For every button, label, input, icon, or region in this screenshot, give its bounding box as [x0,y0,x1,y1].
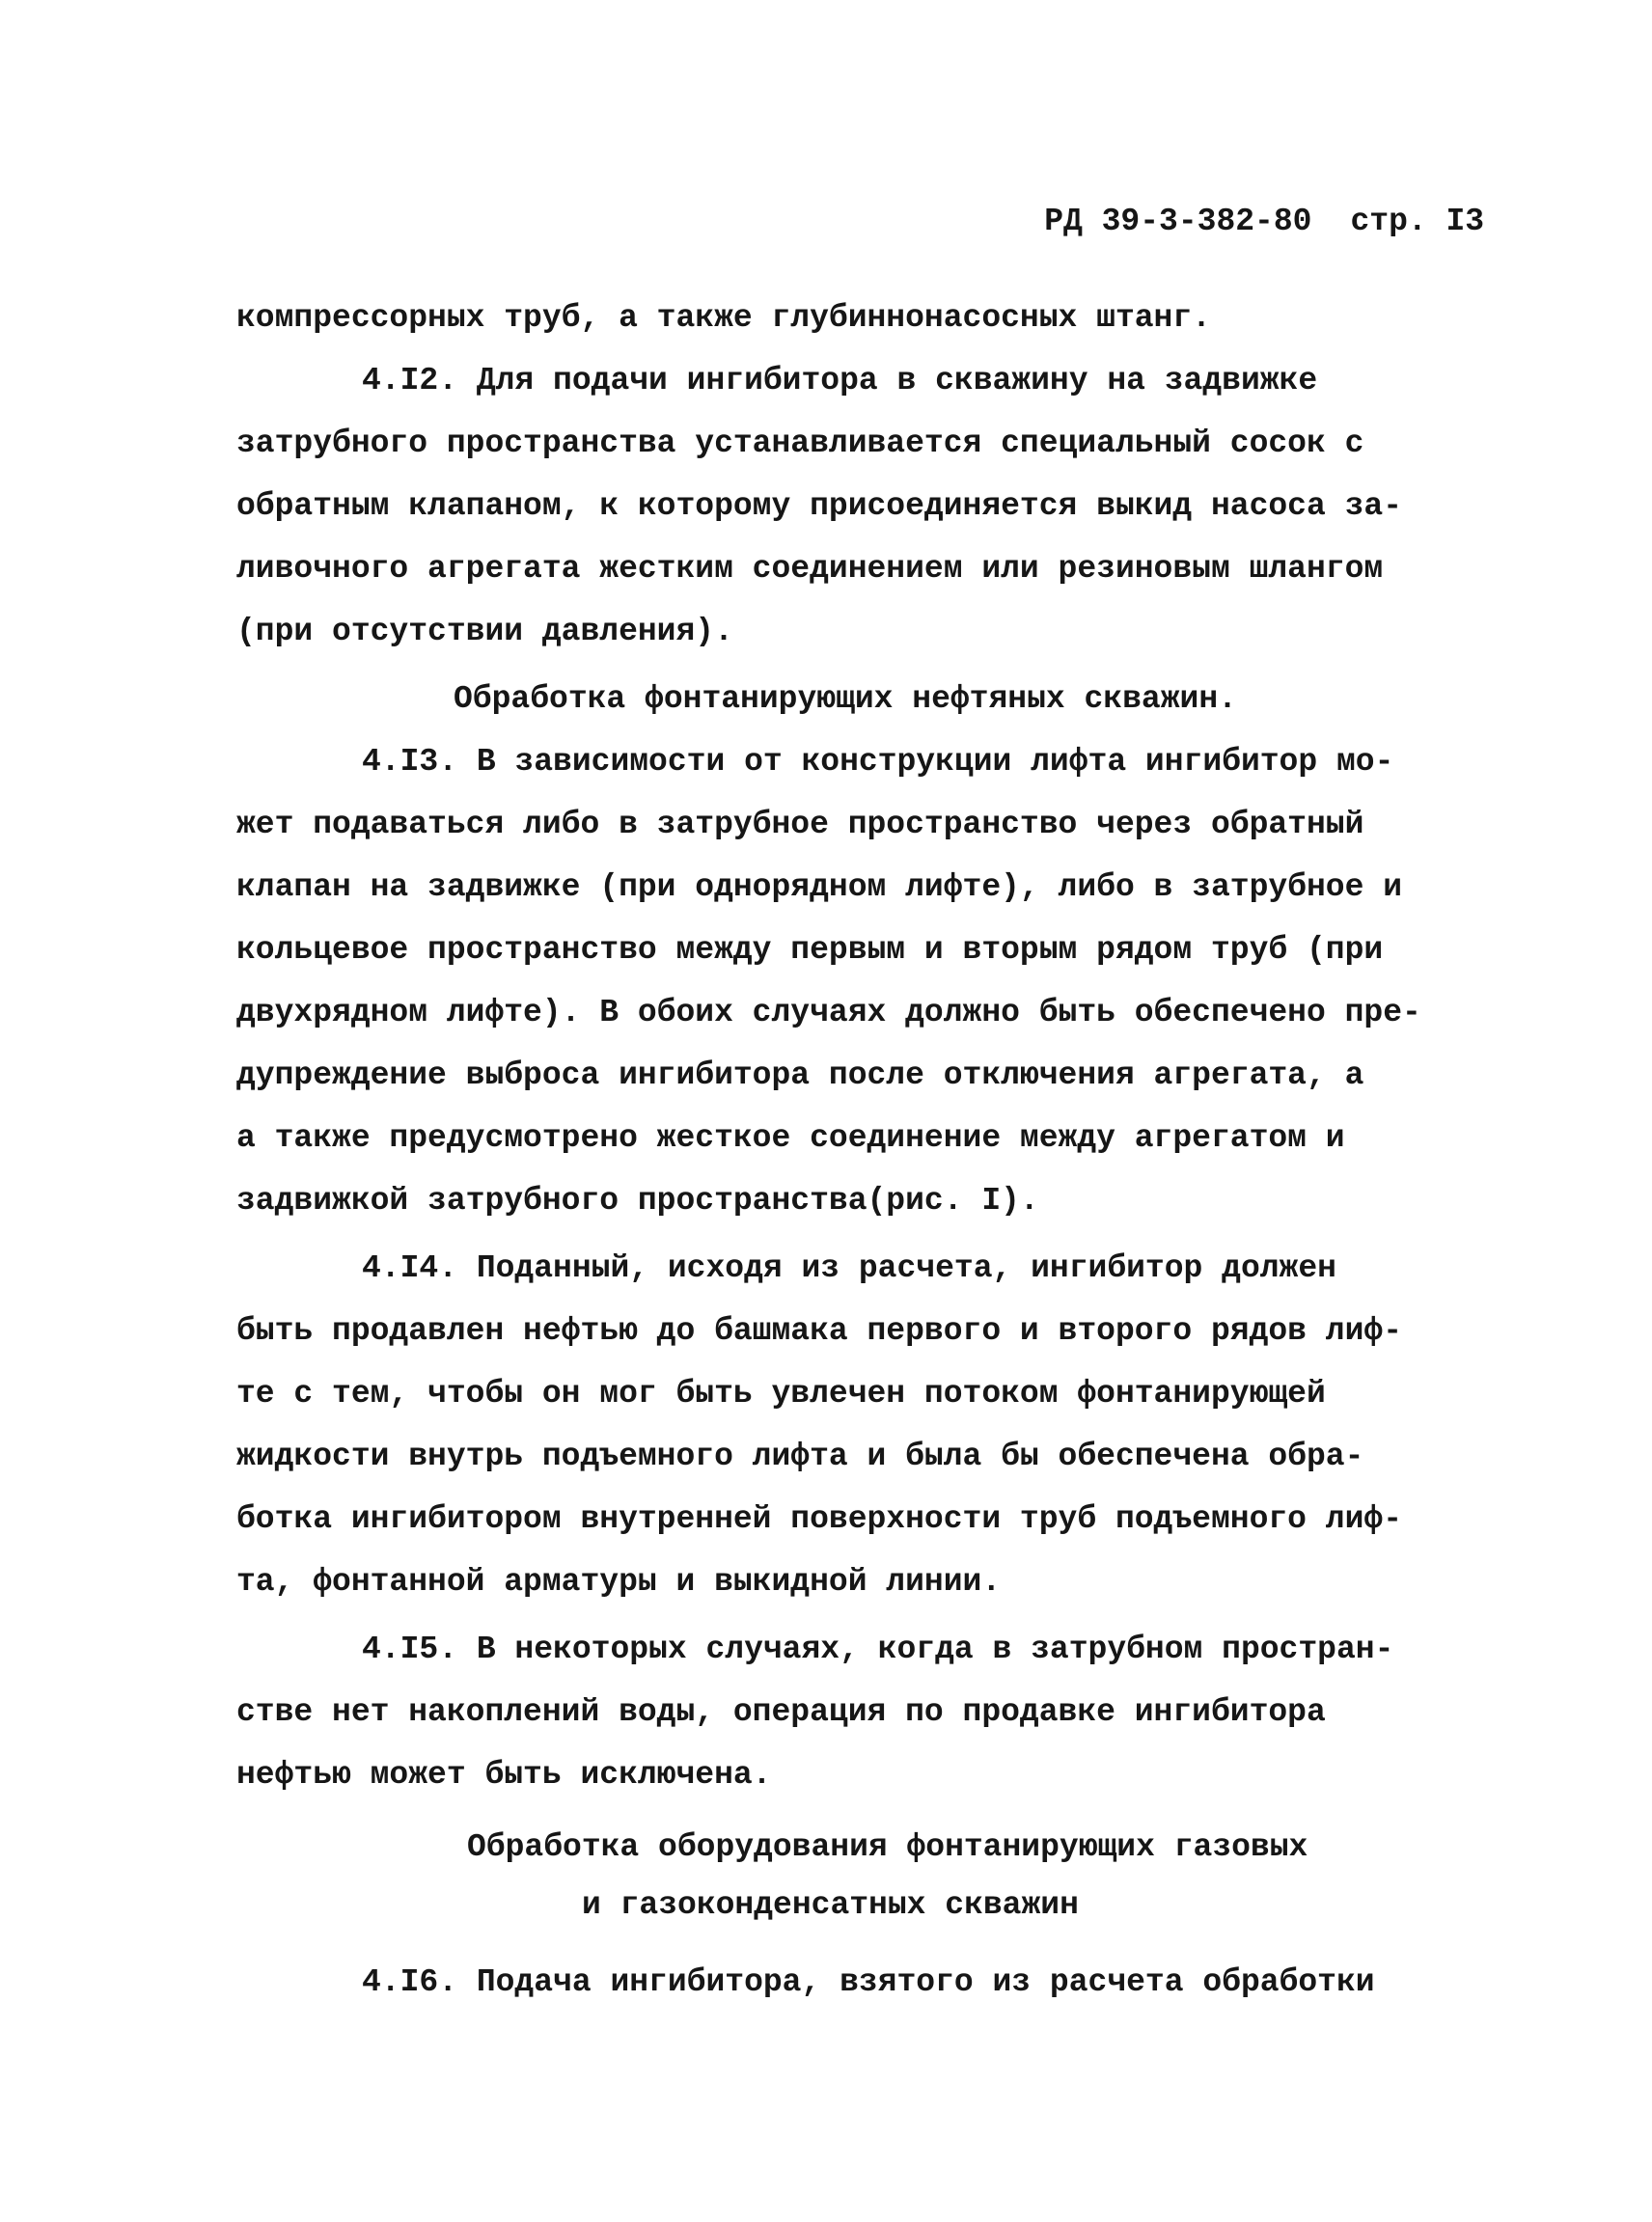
section-4-13-line: дупреждение выброса ингибитора после отключения агрегата, а [236,1057,1364,1093]
section-4-16-line: 4.I6. Подача ингибитора, взятого из расчета обработки [362,1964,1375,2000]
section-4-14-line: жидкости внутрь подъемного лифта и была бы обеспечена обра- [236,1439,1364,1474]
section-4-13-line: а также предусмотрено жесткое соединение между агрегатом и [236,1120,1345,1156]
section-4-12-line: затрубного пространства устанавливается специальный сосок с [236,425,1364,461]
document-code: РД 39-3-382-80 [1044,204,1312,239]
section-4-15-line: стве нет накоплений воды, операция по продавке ингибитора [236,1694,1326,1730]
section-4-12-line: (при отсутствии давления). [236,614,733,649]
section-4-13-line: 4.I3. В зависимости от конструкции лифта ингибитор мо- [362,744,1394,780]
section-4-15-line: нефтью может быть исключена. [236,1757,772,1793]
section-heading-oil-wells: Обработка фонтанирующих нефтяных скважин. [454,681,1237,717]
section-4-14-line: ботка ингибитором внутренней поверхности труб подъемного лиф- [236,1501,1402,1537]
section-4-15-line: 4.I5. В некоторых случаях, когда в затрубном простран- [362,1632,1394,1667]
page-header [968,164,1485,239]
section-4-14-line: та, фонтанной арматуры и выкидной линии. [236,1564,1002,1600]
section-4-13-line: кольцевое пространство между первым и вторым рядом труб (при [236,932,1384,968]
page-number: стр. I3 [1350,204,1485,239]
section-4-13-line: жет подаваться либо в затрубное пространство через обратный [236,807,1364,842]
section-4-12-line: 4.I2. Для подачи ингибитора в скважину на задвижке [362,363,1318,398]
section-4-14-line: 4.I4. Поданный, исходя из расчета, ингибитор должен [362,1250,1336,1286]
section-4-13-line: двухрядном лифте). В обоих случаях должно быть обеспечено пре- [236,995,1421,1030]
section-heading-gas-wells-line-2: и газоконденсатных скважин [582,1887,1079,1923]
section-4-14-line: те с тем, чтобы он мог быть увлечен потоком фонтанирующей [236,1376,1326,1412]
section-4-12-line: обратным клапаном, к которому присоединяется выкид насоса за- [236,488,1402,524]
section-4-12-line: ливочного агрегата жестким соединением или резиновым шлангом [236,551,1384,587]
section-4-13-line: задвижкой затрубного пространства(рис. I). [236,1183,1039,1219]
continuation-line: компрессорных труб, а также глубиннонасосных штанг. [236,300,1211,336]
section-4-14-line: быть продавлен нефтью до башмака первого и второго рядов лиф- [236,1313,1402,1349]
section-4-13-line: клапан на задвижке (при однорядном лифте), либо в затрубное и [236,869,1402,905]
section-heading-gas-wells-line-1: Обработка оборудования фонтанирующих газовых [467,1829,1308,1865]
